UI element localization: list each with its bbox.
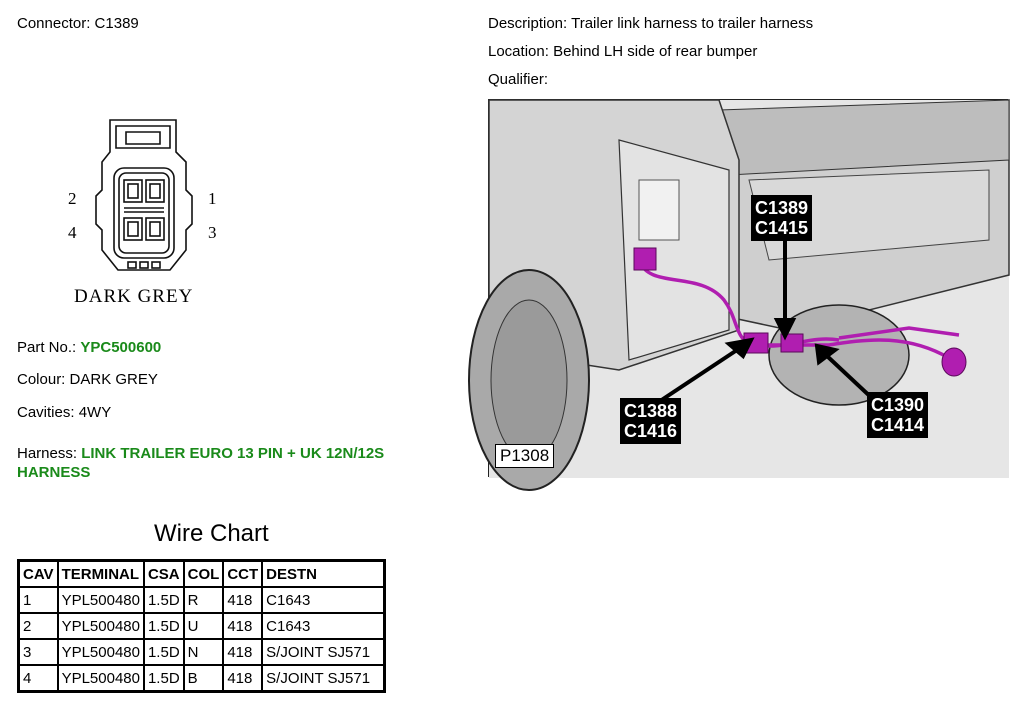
- connector-label: Connector:: [17, 15, 91, 32]
- qualifier-label: Qualifier:: [488, 71, 549, 88]
- table-row: [19, 613, 385, 639]
- vehicle-rear-illustration: [489, 100, 1009, 478]
- table-row: [19, 639, 385, 665]
- callout-line: C1414: [871, 415, 925, 435]
- connector-face-diagram: [68, 112, 218, 312]
- part-label: Part No.:: [17, 339, 77, 356]
- table-cell: 1.5D: [144, 639, 184, 665]
- table-cell: R: [184, 587, 224, 613]
- callout-line: C1416: [624, 421, 678, 441]
- col-header-csa: CSA: [144, 561, 184, 588]
- table-cell: B: [184, 665, 224, 692]
- description-value: Trailer link harness to trailer harness: [571, 15, 814, 32]
- connector-outline: [96, 120, 192, 270]
- callout-c1390: [867, 392, 928, 438]
- table-cell: 4: [19, 665, 58, 692]
- connector-line: [17, 15, 139, 32]
- col-header-destn: DESTN: [262, 561, 385, 588]
- table-cell: S/JOINT SJ571: [262, 639, 385, 665]
- table-cell: 418: [223, 587, 262, 613]
- pin-4-label: 4: [68, 223, 77, 242]
- harness-link[interactable]: LINK TRAILER EURO 13 PIN + UK 12N/12S: [81, 445, 385, 462]
- photo-reference: P1308: [495, 444, 554, 468]
- pin-2-label: 2: [68, 189, 77, 208]
- table-cell: 3: [19, 639, 58, 665]
- table-cell: 1.5D: [144, 613, 184, 639]
- harness-label: Harness:: [17, 445, 78, 462]
- table-cell: 2: [19, 613, 58, 639]
- table-cell: 1.5D: [144, 587, 184, 613]
- table-cell: YPL500480: [58, 665, 144, 692]
- table-row: [19, 587, 385, 613]
- harness-link-line2[interactable]: HARNESS: [17, 464, 91, 481]
- callout-line: C1388: [624, 401, 678, 421]
- pin-1-label: 1: [208, 189, 217, 208]
- location-illustration: [488, 99, 1008, 477]
- colour-label: Colour:: [17, 371, 66, 388]
- table-cell: 418: [223, 665, 262, 692]
- callout-line: C1389: [755, 198, 809, 218]
- table-cell: 418: [223, 613, 262, 639]
- cavities-line: [17, 404, 111, 421]
- table-row: [19, 665, 385, 692]
- location-value: Behind LH side of rear bumper: [553, 43, 758, 60]
- table-cell: N: [184, 639, 224, 665]
- callout-line: C1390: [871, 395, 925, 415]
- col-header-cct: CCT: [223, 561, 262, 588]
- wire-chart-title: Wire Chart: [154, 520, 269, 547]
- cavities-label: Cavities:: [17, 404, 75, 421]
- col-header-col: COL: [184, 561, 224, 588]
- colour-line: [17, 371, 158, 388]
- connector-value: C1389: [94, 15, 139, 32]
- wire-chart-table: [17, 559, 386, 693]
- callout-line: C1415: [755, 218, 809, 238]
- col-header-terminal: TERMINAL: [58, 561, 144, 588]
- table-cell: YPL500480: [58, 587, 144, 613]
- table-cell: YPL500480: [58, 613, 144, 639]
- diagram-caption: DARK GREY: [74, 286, 194, 307]
- table-cell: S/JOINT SJ571: [262, 665, 385, 692]
- col-header-cav: CAV: [19, 561, 58, 588]
- description-label: Description:: [488, 15, 568, 32]
- table-cell: C1643: [262, 613, 385, 639]
- harness-line: [17, 445, 384, 462]
- table-cell: 1: [19, 587, 58, 613]
- cavities-value: 4WY: [78, 404, 112, 421]
- part-number[interactable]: YPC500600: [80, 339, 162, 356]
- table-cell: 1.5D: [144, 665, 184, 692]
- callout-c1388: [620, 398, 681, 444]
- table-cell: C1643: [262, 587, 385, 613]
- callout-c1389: [751, 195, 812, 241]
- table-cell: 418: [223, 639, 262, 665]
- pin-3-label: 3: [208, 223, 217, 242]
- location-line: [488, 43, 757, 60]
- location-label: Location:: [488, 43, 549, 60]
- wire-chart-header-row: [19, 561, 385, 588]
- qualifier-line: [488, 71, 548, 88]
- table-cell: U: [184, 613, 224, 639]
- description-line: [488, 15, 813, 32]
- colour-value: DARK GREY: [69, 371, 158, 388]
- table-cell: YPL500480: [58, 639, 144, 665]
- part-line: [17, 339, 161, 356]
